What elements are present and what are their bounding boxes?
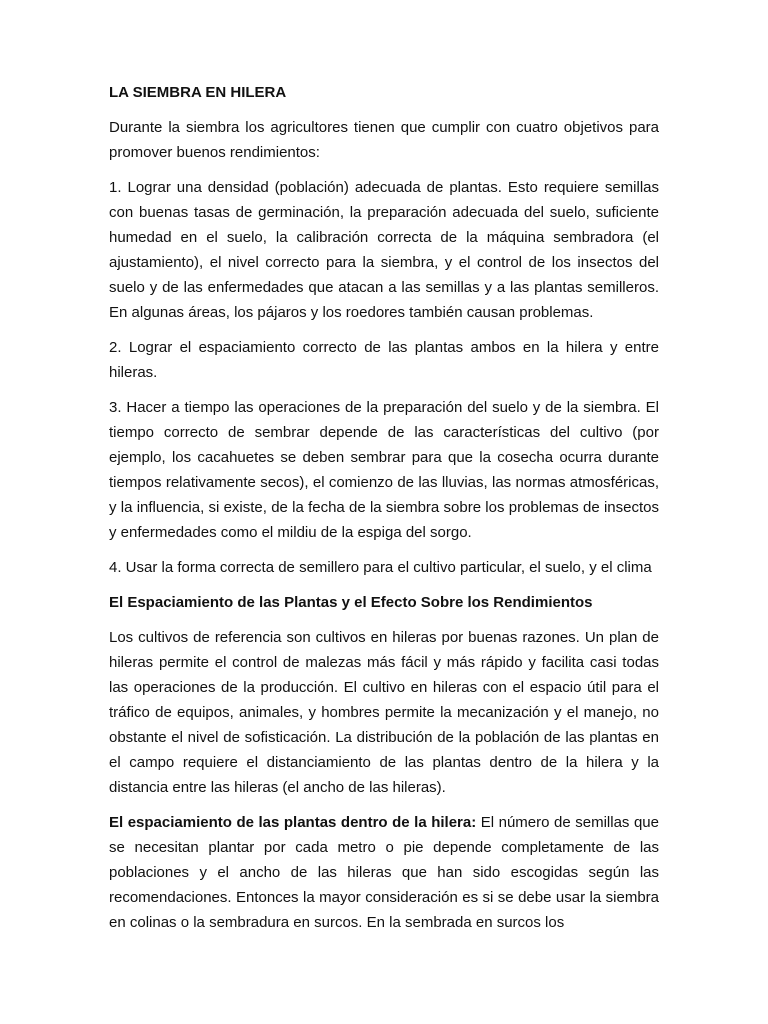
document-title: LA SIEMBRA EN HILERA (109, 84, 287, 101)
section-paragraph: Los cultivos de referencia son cultivos en hileras por buenas razones. Un plan de hileras permite el control de malezas más fácil y más rápido y facilita casi todas las operaciones de la producción. El cultivo en hileras con el espacio útil para el tráfico de equipos, animales, y hombres permite la mecanización y el manejo, no obstante el nivel de sofisticación. La distribución de la población de las plantas en el campo requiere el distanciamiento de las plantas dentro de la hilera y la distancia entre las hileras (el ancho de las hileras). (109, 629, 659, 796)
section-heading: El Espaciamiento de las Plantas y el Efecto Sobre los Rendimientos (109, 594, 593, 611)
objective-1: 1. Lograr una densidad (población) adecuada de plantas. Esto requiere semillas con buenas tasas de germinación, la preparación adecuada del suelo, suficiente humedad en el suelo, la calibración correcta de la máquina sembradora (el ajustamiento), el nivel correcto para la siembra, y el control de los insectos del suelo y de las enfermedades que atacan a las semillas y a las plantas semilleros. En algunas áreas, los pájaros y los roedores también causan problemas. (109, 179, 659, 321)
subsection-paragraph (109, 810, 659, 935)
document-page (109, 80, 659, 935)
objective-2: 2. Lograr el espaciamiento correcto de las plantas ambos en la hilera y entre hileras. (109, 339, 659, 381)
subsection-text: El número de semillas que se necesitan plantar por cada metro o pie depende completamente de las poblaciones y el ancho de las hileras que han sido escogidas según las recomendaciones. Entonces la mayor consideración es si se debe usar la siembra en colinas o la sembradura en surcos. En la sembrada en surcos los (109, 814, 659, 931)
subsection-heading: El espaciamiento de las plantas dentro de la hilera: (109, 814, 477, 831)
objective-4: 4. Usar la forma correcta de semillero para el cultivo particular, el suelo, y el clima (109, 559, 652, 576)
intro-paragraph: Durante la siembra los agricultores tienen que cumplir con cuatro objetivos para promover buenos rendimientos: (109, 119, 659, 161)
objective-3: 3. Hacer a tiempo las operaciones de la preparación del suelo y de la siembra. El tiempo correcto de sembrar depende de las características del cultivo (por ejemplo, los cacahuetes se deben sembrar para que la cosecha ocurra durante tiempos relativamente secos), el comienzo de las lluvias, las normas atmosféricas, y la influencia, si existe, de la fecha de la siembra sobre los problemas de insectos y enfermedades como el mildiu de la espiga del sorgo. (109, 399, 659, 541)
